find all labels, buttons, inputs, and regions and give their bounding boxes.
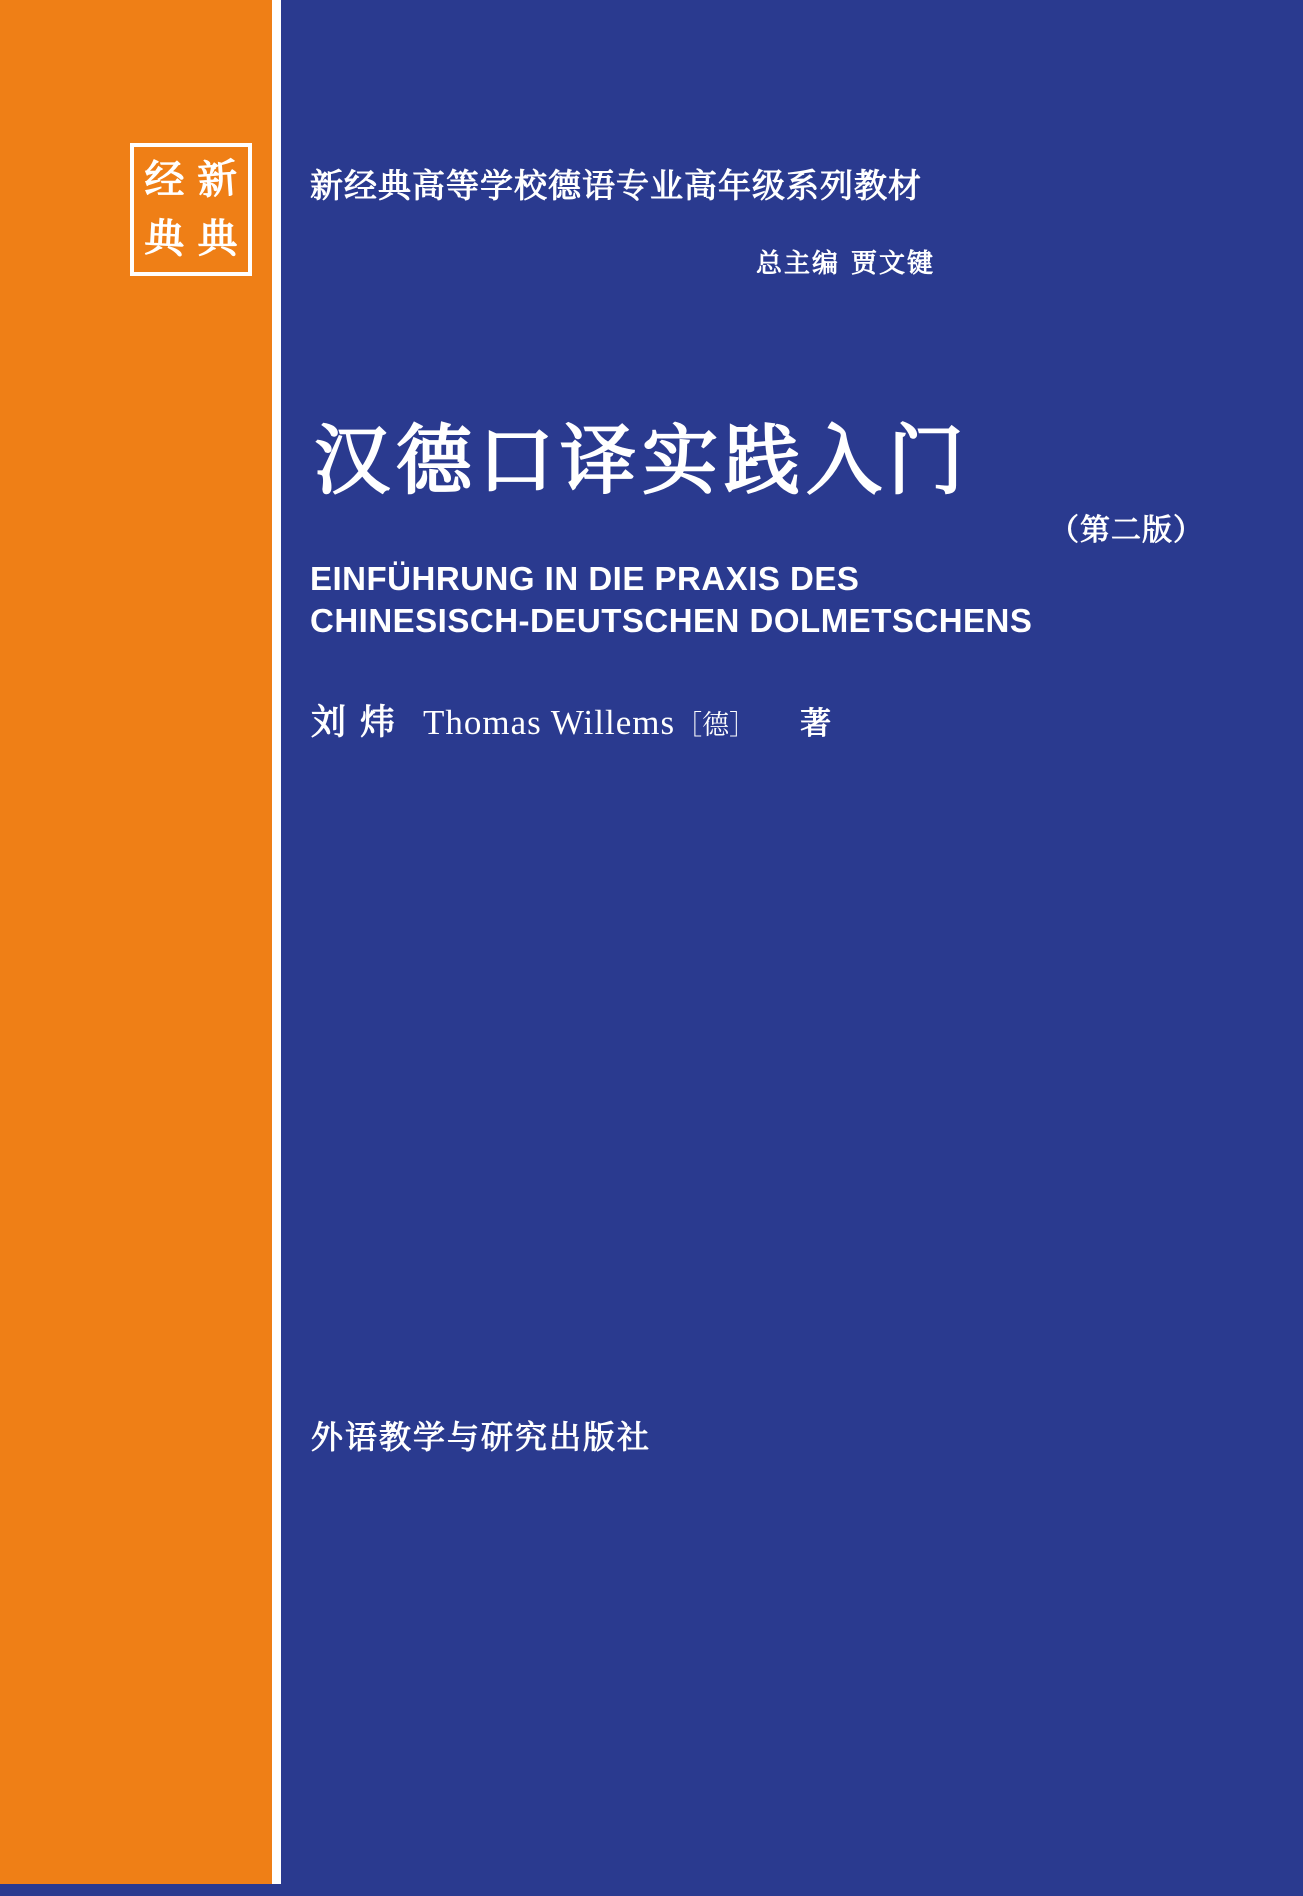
- page-title: 汉德口译实践入门: [314, 416, 970, 505]
- white-divider-stripe: [272, 0, 281, 1884]
- edition-label: （第二版）: [1049, 513, 1204, 548]
- seal-stamp-icon: [130, 143, 252, 276]
- german-subtitle: [310, 558, 1240, 642]
- orange-side-band: [0, 0, 272, 1884]
- series-title: 新经典高等学校德语专业高年级系列教材: [310, 166, 922, 205]
- author-chinese-name: 刘炜: [311, 703, 410, 743]
- author-latin-name: Thomas Willems: [423, 703, 676, 742]
- author-country-tag: ［德］: [675, 710, 757, 741]
- chief-editor-line: 总主编 贾文键: [755, 249, 935, 279]
- german-subtitle-line-1: EINFÜHRUNG IN DIE PRAXIS DES: [310, 560, 860, 597]
- seal-glyph-bottom-left: 典: [143, 213, 186, 263]
- cover-content: [143, 0, 1285, 1884]
- seal-glyph-top-left: 经: [144, 156, 185, 204]
- publisher-name: 外语教学与研究出版社: [311, 1418, 652, 1456]
- author-line: [311, 695, 831, 745]
- seal-glyph-top-right: 新: [195, 154, 240, 205]
- german-subtitle-line-2: CHINESISCH-DEUTSCHEN DOLMETSCHENS: [310, 602, 1033, 639]
- author-role-label: 著: [800, 706, 832, 742]
- seal-glyph-bottom-right: 典: [197, 214, 238, 262]
- seal-glyph-grid: [138, 151, 244, 268]
